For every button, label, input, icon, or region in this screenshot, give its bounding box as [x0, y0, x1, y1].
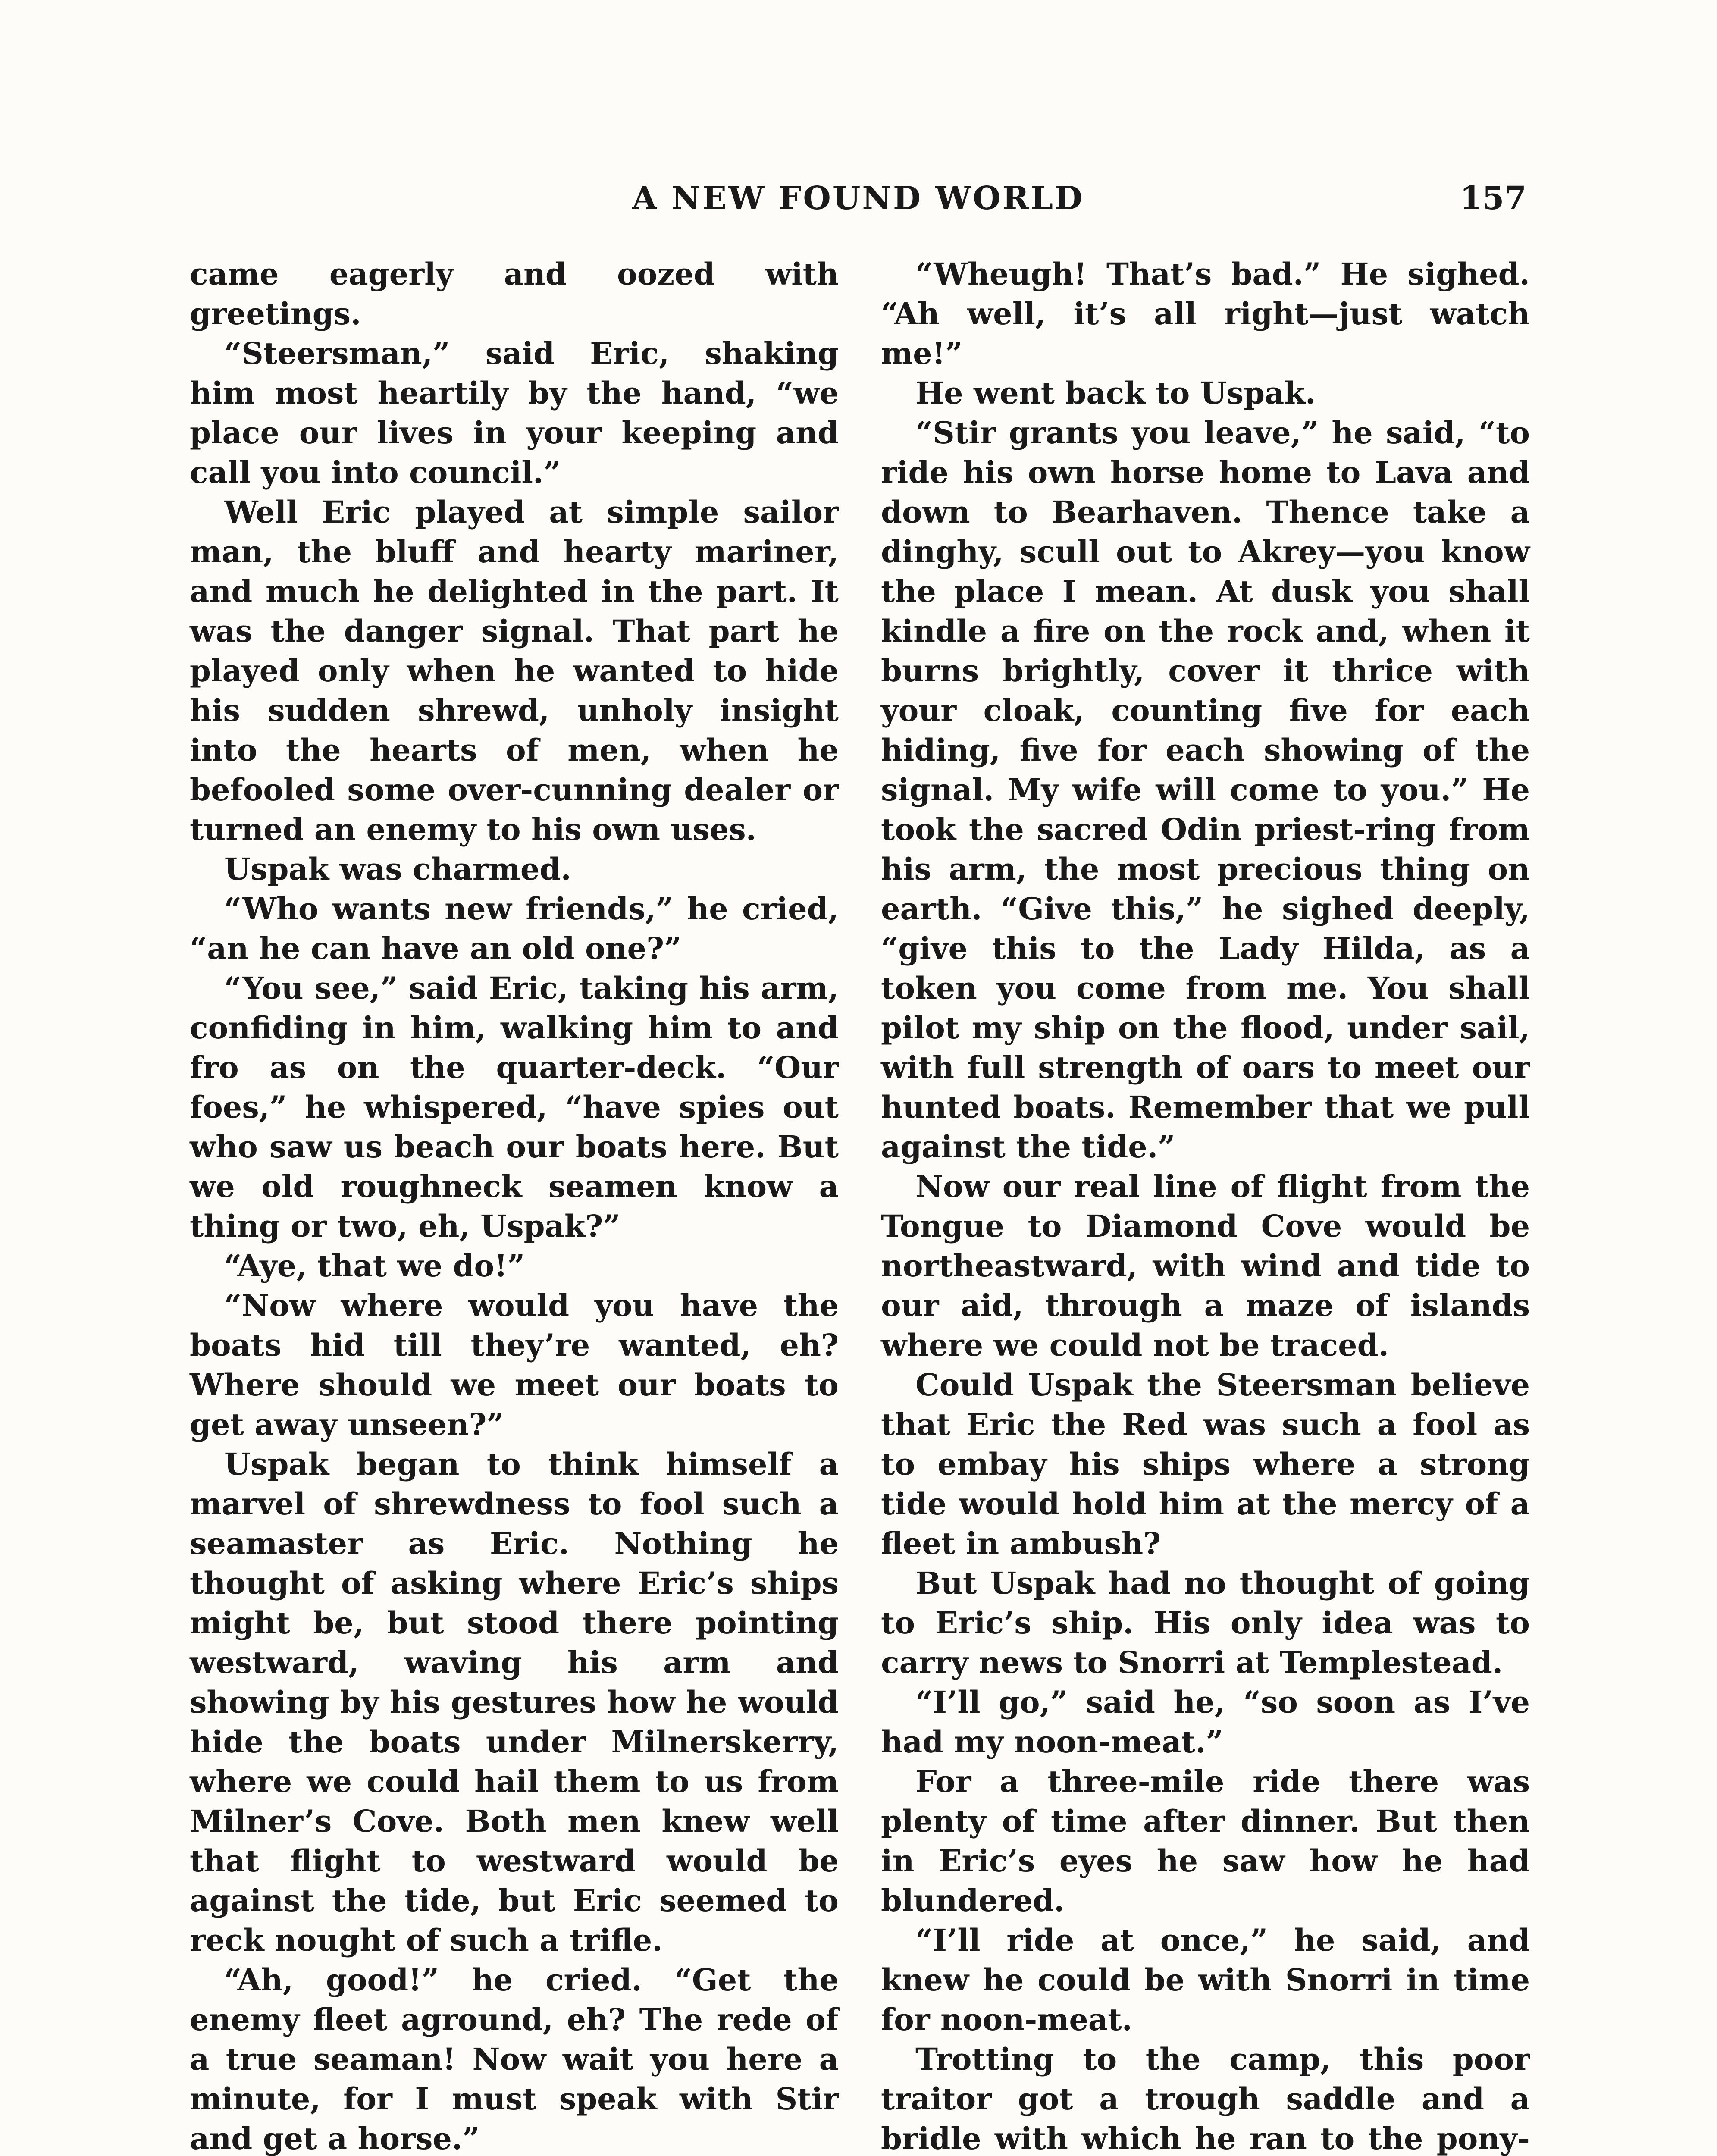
paragraph: Could Uspak the Steersman believe that Eric the Red was such a fool as to embay his ships where a strong tide would hold him at the mercy of a fleet in ambush?	[881, 1367, 1530, 1561]
paragraph: For a three-mile ride there was plenty of time after dinner. But then in Eric’s eyes he saw how he had blundered.	[881, 1764, 1530, 1918]
text-column-left	[190, 254, 839, 2156]
paragraph: “You see,” said Eric, taking his arm, confiding in him, walking him to and fro as on the quarter-deck. “Our foes,” he whispered, “have spies out who saw us beach our boats here. But we old roughneck seamen know a thing or two, eh, Uspak?”	[190, 970, 839, 1244]
paragraph: “Now where would you have the boats hid till they’re wanted, eh? Where should we meet our boats to get away unseen?”	[190, 1288, 839, 1442]
paragraph: Trotting to the camp, this poor traitor got a trough saddle and a bridle with which he ran to the pony-	[881, 2041, 1530, 2156]
paragraph: Now our real line of flight from the Tongue to Diamond Cove would be northeastward, with wind and tide to our aid, through a maze of islands where we could not be traced.	[881, 1169, 1530, 1363]
paragraph: “I’ll ride at once,” he said, and knew he could be with Snorri in time for noon-meat.	[881, 1922, 1530, 2037]
paragraph: Well Eric played at simple sailor man, the bluff and hearty mariner, and much he delighted in the part. It was the danger signal. That part he played only when he wanted to hide his sudden shrewd, unholy insight into the hearts of men, when he befooled some over-cunning dealer or turned an enemy to his own uses.	[190, 494, 839, 847]
paragraph: “Stir grants you leave,” he said, “to ride his own horse home to Lava and down to Bearhaven. Thence take a dinghy, scull out to Akrey—you know the place I mean. At dusk you shall kindle a fire on the rock and, when it burns brightly, cover it thrice with your cloak, counting five for each hiding, five for each showing of the signal. My wife will come to you.” He took the sacred Odin priest-ring from his arm, the most precious thing on earth. “Give this,” he sighed deeply, “give this to the Lady Hilda, as a token you come from me. You shall pilot my ship on the flood, under sail, with full strength of oars to meet our hunted boats. Remember that we pull against the tide.”	[881, 415, 1530, 1165]
paragraph: “I’ll go,” said he, “so soon as I’ve had my noon-meat.”	[881, 1684, 1530, 1760]
page-number: 157	[1460, 180, 1526, 217]
running-title: A NEW FOUND WORLD	[632, 180, 1084, 217]
paragraph: came eagerly and oozed with greetings.	[190, 256, 839, 332]
paragraph: Uspak was charmed.	[224, 851, 571, 887]
paragraph: “Steersman,” said Eric, shaking him most heartily by the hand, “we place our lives in your keeping and call you into council.”	[190, 335, 839, 490]
paragraph: Uspak began to think himself a marvel of shrewdness to fool such a seamaster as Eric. Nothing he thought of asking where Eric’s ships might be, but stood there pointing westward, waving his arm and showing by his gestures how he would hide the boats under Milnerskerry, where we could hail them to us from Milner’s Cove. Both men knew well that flight to westward would be against the tide, but Eric seemed to reck nought of such a trifle.	[190, 1446, 839, 1958]
paragraph: “Who wants new friends,” he cried, “an he can have an old one?”	[190, 891, 839, 966]
paragraph: “Wheugh! That’s bad.” He sighed. “Ah well, it’s all right—just watch me!”	[881, 256, 1530, 371]
paragraph: But Uspak had no thought of going to Eric’s ship. His only idea was to carry news to Snorri at Templestead.	[881, 1565, 1530, 1680]
running-head	[190, 175, 1526, 222]
text-column-right	[881, 254, 1530, 2156]
paragraph: “Ah, good!” he cried. “Get the enemy fleet aground, eh? The rede of a true seaman! Now wait you here a minute, for I must speak with Stir and get a horse.”	[190, 1962, 839, 2156]
paragraph: He went back to Uspak.	[915, 375, 1316, 411]
paragraph: “Aye, that we do!”	[224, 1248, 525, 1284]
